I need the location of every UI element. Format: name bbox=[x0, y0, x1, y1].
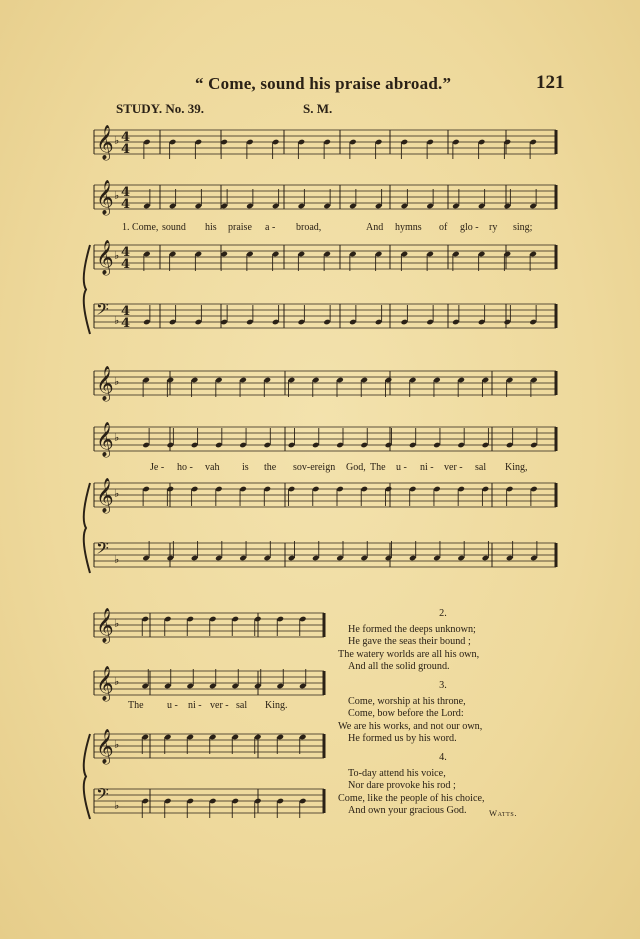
time-signature-top: 4 bbox=[121, 185, 131, 200]
study-label: STUDY. No. 39. bbox=[116, 101, 205, 116]
lyric-word: sal bbox=[236, 700, 248, 711]
lyric-word: u - bbox=[167, 700, 178, 711]
lyric-word: vah bbox=[205, 462, 220, 473]
lyric-word: broad, bbox=[296, 222, 322, 233]
lyric-word: a - bbox=[265, 222, 276, 233]
verse-number: 2. bbox=[439, 608, 447, 619]
flat-icon: ♭ bbox=[114, 675, 120, 688]
lyric-word: sal bbox=[475, 462, 487, 473]
lyric-word: God, bbox=[346, 462, 366, 473]
bass-clef-icon: 𝄢 bbox=[96, 299, 109, 323]
treble-clef-icon: 𝄞 bbox=[96, 478, 114, 513]
page-title: “ Come, sound his praise abroad.” bbox=[195, 74, 452, 93]
time-signature-bottom: 4 bbox=[121, 257, 131, 272]
flat-icon: ♭ bbox=[114, 314, 120, 327]
verse-line: Come, worship at his throne, bbox=[348, 695, 466, 707]
verse-line: He gave the seas their bound ; bbox=[348, 636, 471, 648]
time-signature-bottom: 4 bbox=[121, 197, 131, 212]
lyric-word: ni - bbox=[420, 462, 434, 473]
treble-clef-icon: 𝄞 bbox=[96, 240, 114, 275]
lyric-word: sound bbox=[162, 222, 186, 233]
treble-clef-icon: 𝄞 bbox=[96, 666, 114, 701]
flat-icon: ♭ bbox=[114, 617, 120, 630]
verse-line: Come, like the people of his choice, bbox=[338, 792, 485, 804]
brace bbox=[84, 245, 90, 334]
verse-line: He formed the deeps unknown; bbox=[348, 623, 476, 635]
lyric-word: the bbox=[264, 462, 277, 473]
lyric-word: sov-ereign bbox=[293, 462, 336, 473]
flat-icon: ♭ bbox=[114, 553, 120, 566]
verse-line: And all the solid ground. bbox=[348, 661, 450, 673]
verse-line: Nor dare provoke his rod ; bbox=[348, 780, 456, 792]
verse-line: To-day attend his voice, bbox=[348, 767, 446, 779]
verse-number: 4. bbox=[439, 751, 447, 763]
verses-block bbox=[338, 602, 548, 818]
lyric-word: of bbox=[439, 222, 448, 233]
treble-clef-icon: 𝄞 bbox=[96, 608, 114, 643]
verse-3 bbox=[338, 680, 548, 746]
lyric-word: his bbox=[205, 222, 217, 233]
page-number: 121 bbox=[536, 72, 565, 93]
flat-icon: ♭ bbox=[114, 431, 120, 444]
meter-label: S. M. bbox=[303, 101, 333, 116]
verse-line: He formed us by his word. bbox=[348, 733, 457, 745]
bass-clef-icon: 𝄢 bbox=[96, 784, 109, 808]
lyric-word: King, bbox=[505, 462, 528, 473]
time-signature-bottom: 4 bbox=[121, 316, 131, 331]
author-credit: Watts. bbox=[489, 808, 518, 818]
lyric-word: is bbox=[242, 462, 249, 473]
lyric-word: The bbox=[128, 700, 144, 711]
time-signature-top: 4 bbox=[121, 130, 131, 145]
verse-2 bbox=[338, 608, 548, 674]
flat-icon: ♭ bbox=[114, 249, 120, 262]
flat-icon: ♭ bbox=[114, 189, 120, 202]
lyric-word: ni - bbox=[188, 700, 202, 711]
flat-icon: ♭ bbox=[114, 738, 120, 751]
verse-line: Come, bow before the Lord: bbox=[348, 708, 464, 720]
brace bbox=[84, 734, 90, 819]
lyric-word: praise bbox=[228, 222, 252, 233]
flat-icon: ♭ bbox=[114, 375, 120, 388]
lyric-word: ver - bbox=[210, 700, 229, 711]
lyric-word: hymns bbox=[395, 222, 422, 233]
lyric-word: sing; bbox=[513, 222, 533, 233]
flat-icon: ♭ bbox=[114, 134, 120, 147]
treble-clef-icon: 𝄞 bbox=[96, 729, 114, 764]
time-signature-top: 4 bbox=[121, 304, 131, 319]
lyric-word: 1. Come, bbox=[122, 222, 159, 233]
brace bbox=[84, 483, 90, 573]
lyric-word: Je - bbox=[150, 462, 165, 473]
lyric-word: u - bbox=[396, 462, 407, 473]
verse-number: 3. bbox=[439, 679, 447, 691]
lyric-word: The bbox=[370, 462, 386, 473]
lyric-word: ho - bbox=[177, 462, 193, 473]
bass-clef-icon: 𝄢 bbox=[96, 538, 109, 562]
time-signature-top: 4 bbox=[121, 245, 131, 260]
lyric-word: ry bbox=[489, 222, 498, 233]
treble-clef-icon: 𝄞 bbox=[96, 366, 114, 401]
verse-line: We are his works, and not our own, bbox=[338, 720, 483, 732]
time-signature-bottom: 4 bbox=[121, 142, 131, 157]
lyric-word: glo - bbox=[460, 222, 479, 233]
lyric-word: ver - bbox=[444, 462, 463, 473]
verse-line: And own your gracious God. bbox=[348, 805, 467, 817]
flat-icon: ♭ bbox=[114, 487, 120, 500]
lyric-word: King. bbox=[265, 700, 288, 711]
lyric-word: And bbox=[366, 222, 384, 233]
treble-clef-icon: 𝄞 bbox=[96, 180, 114, 215]
verse-line: The watery worlds are all his own, bbox=[338, 648, 480, 660]
treble-clef-icon: 𝄞 bbox=[96, 125, 114, 160]
flat-icon: ♭ bbox=[114, 799, 120, 812]
treble-clef-icon: 𝄞 bbox=[96, 422, 114, 457]
